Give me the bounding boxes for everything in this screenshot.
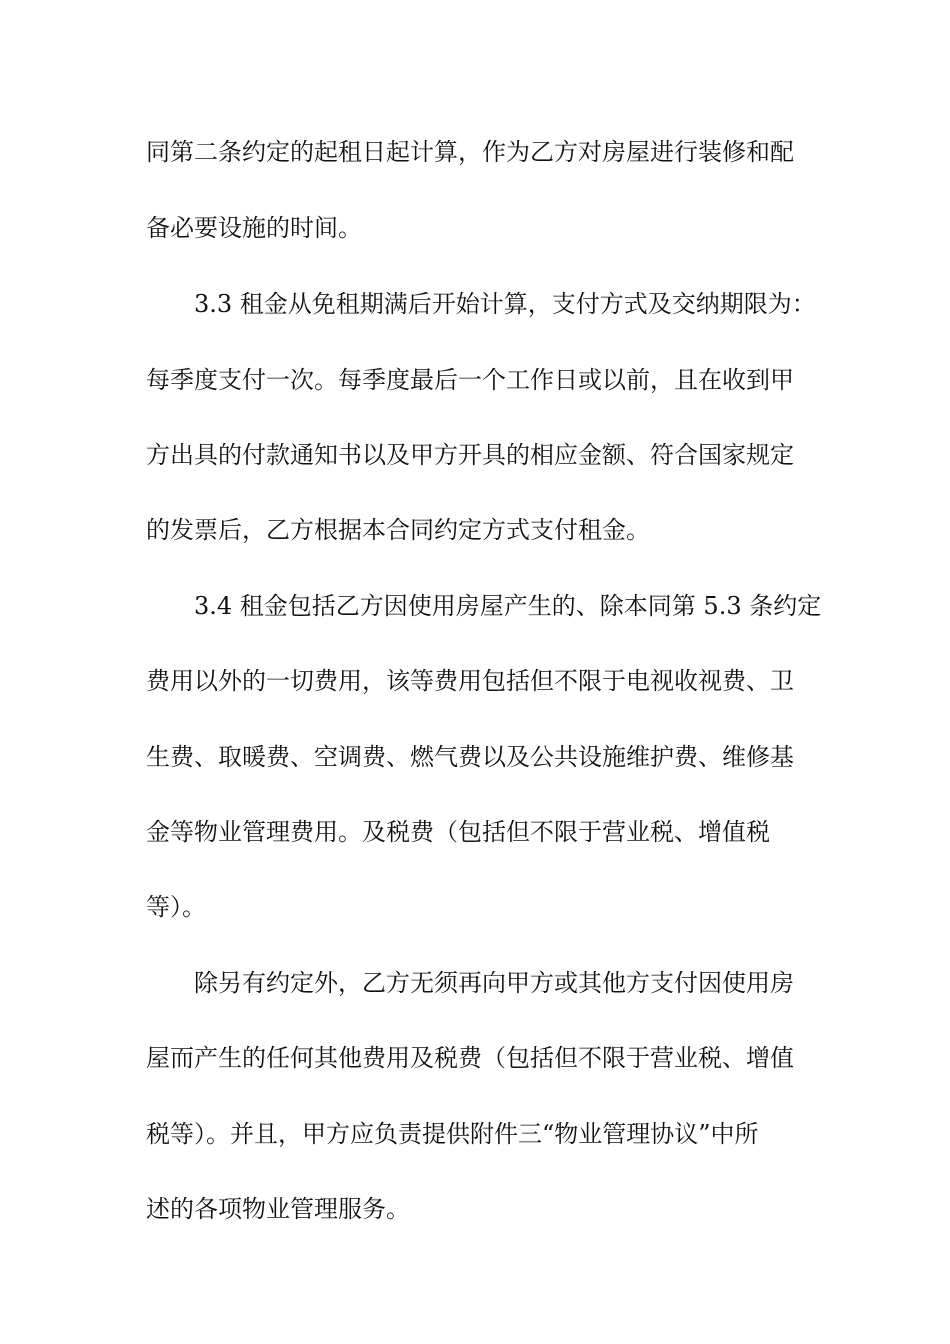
text-line: 备必要设施的时间。 xyxy=(146,214,362,242)
text-line: 费用以外的一切费用，该等费用包括但不限于电视收视费、卫 xyxy=(146,667,794,695)
text-line: 同第二条约定的起租日起计算，作为乙方对房屋进行装修和配 xyxy=(146,138,794,166)
text-line: 3.4 租金包括乙方因使用房屋产生的、除本同第 5.3 条约定 xyxy=(194,592,822,620)
text-line: 除另有约定外，乙方无须再向甲方或其他方支付因使用房 xyxy=(194,969,794,997)
text-line: 等）。 xyxy=(146,893,206,921)
text-line: 生费、取暖费、空调费、燃气费以及公共设施维护费、维修基 xyxy=(146,743,794,771)
text-line: 屋而产生的任何其他费用及税费（包括但不限于营业税、增值 xyxy=(146,1044,794,1072)
text-line: 3.3 租金从免租期满后开始计算，支付方式及交纳期限为： xyxy=(194,290,816,318)
text-line: 金等物业管理费用。及税费（包括但不限于营业税、增值税 xyxy=(146,818,770,846)
text-line: 税等）。并且，甲方应负责提供附件三“物业管理协议”中所 xyxy=(146,1120,759,1148)
text-line: 每季度支付一次。每季度最后一个工作日或以前，且在收到甲 xyxy=(146,366,794,394)
text-line: 方出具的付款通知书以及甲方开具的相应金额、符合国家规定 xyxy=(146,441,794,469)
text-line: 的发票后，乙方根据本合同约定方式支付租金。 xyxy=(146,516,650,544)
text-line: 述的各项物业管理服务。 xyxy=(146,1195,410,1223)
